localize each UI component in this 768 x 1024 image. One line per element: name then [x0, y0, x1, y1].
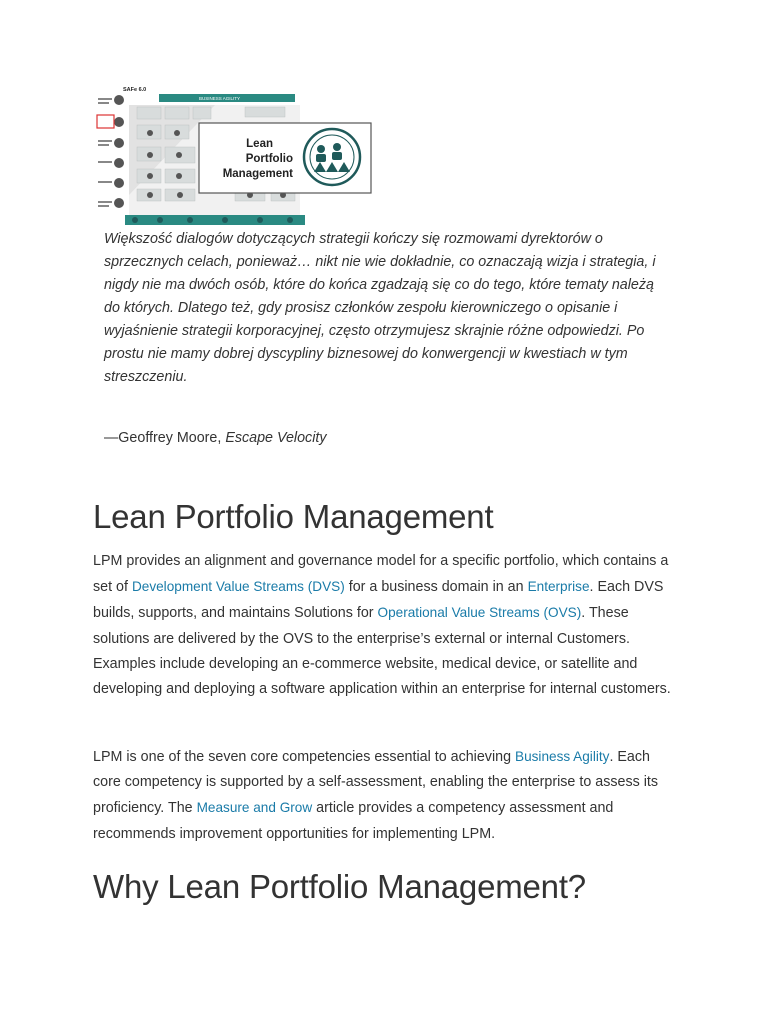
lpm-paragraph-1 [93, 549, 678, 702]
ovs-link[interactable]: Operational Value Streams (OVS) [377, 605, 582, 621]
business-agility-link[interactable]: Business Agility [515, 749, 610, 764]
figure-title-line3: Management [222, 168, 293, 180]
figure-title-line2: Portfolio [245, 153, 293, 165]
safe-big-picture-image [95, 85, 375, 233]
lpm-heading: Lean Portfolio Management [93, 498, 494, 535]
attribution-author: —Geoffrey Moore, [104, 430, 226, 446]
figure-title-line1: Lean [246, 138, 273, 150]
lpm-paragraph-2 [93, 744, 678, 847]
p2-text-c: article provides a competency assessment and recommends improvement opportunities for implementing LPM. [93, 800, 614, 842]
lpm-figure [95, 85, 375, 233]
banner-label: BUSINESS AGILITY [199, 96, 241, 101]
safe-label: SAFe 6.0 [123, 87, 147, 93]
enterprise-link[interactable]: Enterprise [527, 579, 590, 595]
quote-attribution [104, 430, 327, 446]
p2-text-b: . Each core competency is supported by a self-assessment, enabling the enterprise to assess its proficiency. The [93, 749, 659, 817]
p1-text-c: . Each DVS builds, supports, and maintains Solutions for [93, 579, 664, 622]
p1-text-b: for a business domain in an [344, 579, 528, 596]
dvs-link[interactable]: Development Value Streams (DVS) [131, 579, 345, 595]
attribution-book: Escape Velocity [225, 430, 327, 446]
why-lpm-heading: Why Lean Portfolio Management? [93, 868, 586, 905]
measure-and-grow-link[interactable]: Measure and Grow [196, 800, 313, 816]
p1-text-a: LPM provides an alignment and governance model for a specific portfolio, which contains a set of [93, 553, 669, 596]
p1-text-d: . These solutions are delivered by the OVS to the enterprise’s external or internal Customers. Examples include developing an e-commerce website, medical device, or satellite and developing and deploying a software application within an enterprise for internal customers. [93, 605, 671, 698]
portfolio-team-icon [304, 129, 360, 185]
p2-text-a: LPM is one of the seven core competencies essential to achieving [93, 749, 515, 765]
strategy-quote: Większość dialogów dotyczących strategii kończy się rozmowami dyrektorów o sprzecznych celach, ponieważ… nikt nie wie dokładnie, co oznaczają wizja i strategia, i nigdy nie ma dwóch osób, które do końca zgadzają się co do tego, które tematy należą do których. Dlatego też, gdy prosisz członków zespołu kierowniczego o opisanie i wyjaśnienie strategii korporacyjnej, często otrzymujesz skrajnie różne odpowiedzi. Po prostu nie mamy dobrej dyscypliny biznesowej do konwergencji w kwestiach w tym streszczeniu. [104, 231, 656, 385]
